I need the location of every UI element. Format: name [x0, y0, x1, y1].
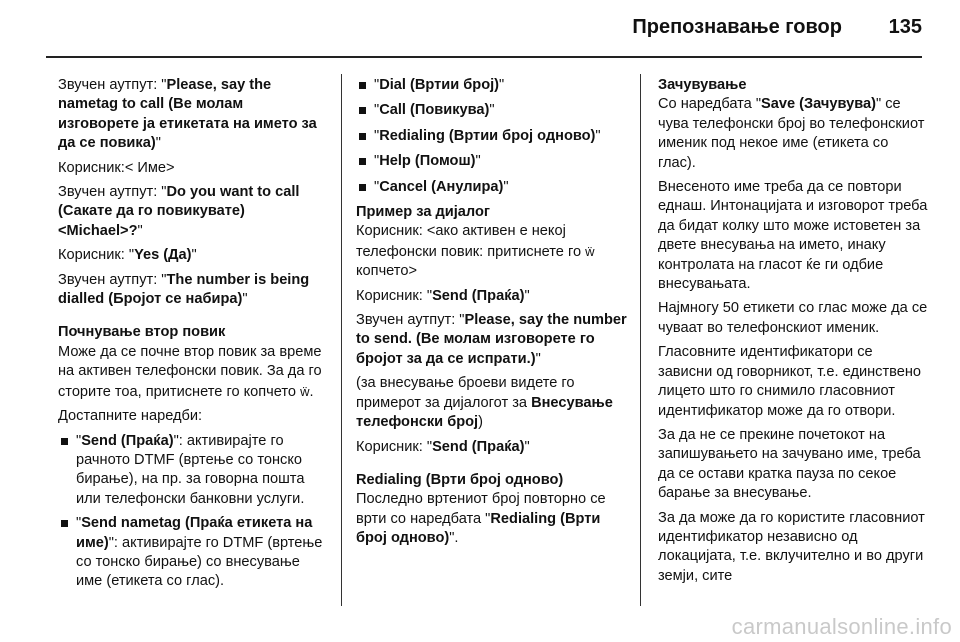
list-item: "Help (Помош)" — [356, 152, 628, 171]
dialog-line: Звучен аутпут: "Please, say the nametag to call (Ве молам изговорете ја етикетата на името за да се повика)" — [58, 77, 317, 152]
column-divider-1 — [341, 74, 342, 606]
list-item: "Send (Праќа)": активирајте го рачното DTMF (вртење со тонско бирање), на пр. за говорна пошта или телефонски банковни услуги. — [58, 432, 326, 510]
list-item: "Send nametag (Праќа етикета на име)": активирајте го DTMF (вртење со тонско бирање) со внесување име (етикета со глас). — [58, 514, 326, 592]
paragraph: Може да се почне втор повик за време на активен телефонски повик. За да го сторите тоа, притиснете го копчето ẅ. — [58, 343, 322, 400]
list-item: "Dial (Вртии број)" — [356, 76, 628, 95]
dialog-line: Звучен аутпут: "The number is being dialled (Бројот се набира)" — [58, 271, 310, 308]
paragraph: Последно вртениот број повторно се врти со наредбата "Redialing (Врти број одново)". — [356, 491, 606, 547]
column-1 — [58, 76, 326, 597]
paragraph: Достапните наредби: — [58, 408, 203, 425]
paragraph: Гласовните идентификатори се зависни од говорникот, т.е. единствено лицето што го снимило гласовниот идентификатор може да го отвори. — [658, 344, 922, 419]
phone-hook-icon: ẅ — [585, 243, 595, 259]
page-header — [0, 0, 960, 44]
section-heading: Пример за дијалог — [356, 204, 490, 221]
list-item: "Cancel (Анулира)" — [356, 178, 628, 197]
command-list — [356, 76, 628, 197]
paragraph: Внесеното име треба да се повтори еднаш. Интонацијата и изговорот треба да бидат колку што може истоветен за двете внесувања на името, инаку контролата на гласот ќе ги одбие внесувањата. — [658, 179, 928, 293]
phone-hook-icon: ẅ — [300, 383, 310, 399]
header-rule — [46, 56, 922, 58]
section-heading: Зачувување — [658, 77, 747, 93]
dialog-line: Звучен аутпут: "Do you want to call (Сакате да го повикувате) <Michael>?" — [58, 184, 300, 239]
paragraph: Корисник: <ако активен е некој телефонски повик: притиснете го ẅ копчето> — [356, 223, 595, 280]
paragraph: (за внесување броеви видете го примерот за дијалогот за Внесување телефонски број) — [356, 375, 613, 431]
dialog-line: Корисник: "Send (Праќа)" — [356, 438, 530, 455]
dialog-line: Корисник: "Send (Праќа)" — [356, 287, 530, 304]
column-3 — [658, 76, 930, 591]
section-heading: Redialing (Врти број одново) — [356, 471, 564, 488]
dialog-line: Корисник:< Име> — [58, 159, 175, 176]
column-divider-2 — [640, 74, 641, 606]
list-item: "Redialing (Вртии број одново)" — [356, 127, 628, 146]
paragraph: Со наредбата "Save (Зачувува)" се чува телефонски број во телефонскиот именик под некое име (етикета со глас). — [658, 96, 925, 171]
paragraph: За да не се прекине почетокот на запишувањето на зачувано име, треба да се остави кратка пауза по секое барање за внесување. — [658, 426, 921, 502]
dialog-line: Корисник: "Yes (Да)" — [58, 247, 197, 264]
dialog-line: Звучен аутпут: "Please, say the number to send. (Ве молам изговорете го бројот за да се испрати.)" — [356, 312, 627, 367]
column-2 — [356, 76, 628, 554]
page-number: 135 — [888, 16, 922, 38]
paragraph: Најмногу 50 етикети со глас може да се чуваат во телефонскиот именик. — [658, 300, 928, 336]
section-heading: Почнување втор повик — [58, 324, 226, 341]
list-item: "Call (Повикува)" — [356, 101, 628, 120]
page-title: Препознавање говор — [632, 16, 842, 38]
command-list — [58, 432, 326, 592]
watermark: carmanualsonline.info — [731, 614, 952, 639]
paragraph: За да може да го користите гласовниот идентификатор независно од локацијата, т.е. вклучително и во други земји, сите — [658, 509, 925, 584]
